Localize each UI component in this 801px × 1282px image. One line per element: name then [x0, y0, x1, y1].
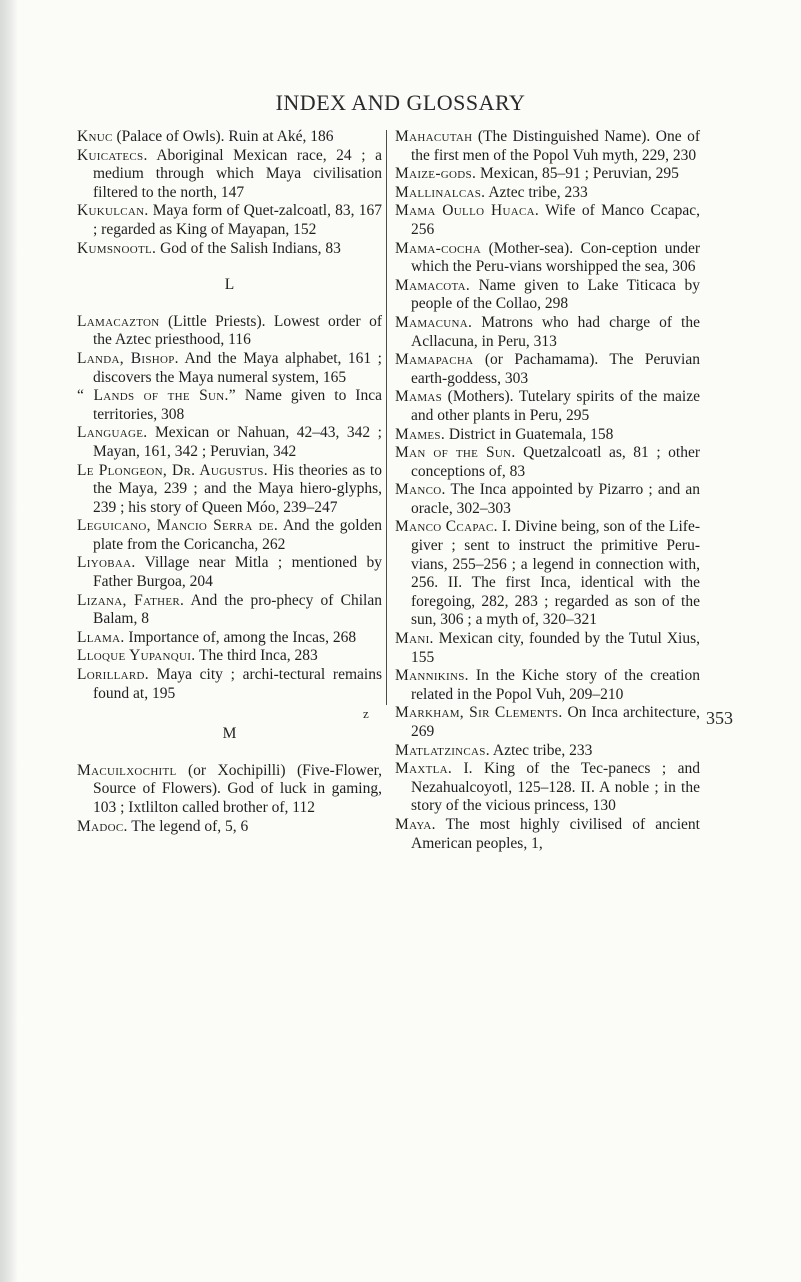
index-entry [395, 667, 700, 704]
entry-head: Mamacota. [395, 276, 471, 294]
entry-text: The legend of, 5, 6 [127, 817, 249, 835]
index-entry [395, 277, 700, 314]
entry-head: Llama. [77, 628, 125, 646]
index-entry [395, 426, 700, 445]
index-entry [77, 647, 382, 666]
index-entry [395, 184, 700, 203]
entry-head: Matlatzincas. [395, 741, 490, 759]
entry-head: Lorillard. [77, 666, 149, 684]
signature-mark: z [363, 706, 369, 721]
index-entry [77, 240, 382, 259]
entry-head: Lizana, Father. [77, 591, 185, 609]
entry-text: (or Xochipilli) (Five-Flower, Source of Flowers). God of luck in gaming, 103 ; Ixtlilton called brother of, 112 [93, 761, 382, 816]
entry-text: Wife of Manco Ccapac, 256 [411, 202, 700, 238]
entry-text: On Inca architecture, 269 [411, 704, 701, 740]
entry-text: In the Kiche story of the creation related in the Popol Vuh, 209–210 [411, 667, 700, 703]
entry-text: Maya city ; archi-tectural remains found at, 195 [93, 666, 382, 702]
entry-head: Mamas [395, 388, 443, 406]
entry-text: (Mothers). Tutelary spirits of the maize and other plants in Peru, 295 [411, 388, 700, 424]
entry-head: Maize-gods. [395, 165, 477, 183]
entry-head: Language. [77, 424, 148, 442]
index-entry [395, 630, 700, 667]
index-entry [77, 424, 382, 461]
index-entry [395, 518, 700, 630]
entry-text: Matrons who had charge of the Acllacuna, in Peru, 313 [411, 313, 700, 350]
entry-text: (The Distinguished Name). One of the first men of the Popol Vuh myth, 229, 230 [411, 128, 700, 164]
entry-text: Mexican or Nahuan, 42–43, 342 ; Mayan, 161, 342 ; Peruvian, 342 [93, 424, 382, 460]
index-entry [77, 629, 382, 648]
entry-text: Name given to Inca territories, 308 [93, 387, 382, 423]
index-entry [395, 816, 700, 853]
entry-head: Lloque Yupanqui. [77, 647, 196, 665]
entry-head: Maxtla. [395, 760, 453, 778]
index-entry [395, 240, 700, 277]
index-entry [395, 481, 700, 518]
entry-head: Manco. [395, 481, 446, 499]
entry-text: Aztec tribe, 233 [485, 183, 588, 201]
entry-head: Mamapacha [395, 351, 474, 369]
index-entry [395, 165, 700, 184]
entry-head: Madoc. [77, 817, 128, 835]
entry-head: Mallinalcas. [395, 183, 486, 201]
index-entry [77, 128, 382, 147]
entry-text: Maya form of Quet-zalcoatl, 83, 167 ; regarded as King of Mayapan, 152 [93, 202, 382, 238]
entry-text: (Mother-sea). Con-ception under which the Peru-vians worshipped the sea, 306 [411, 239, 700, 276]
page-number: 353 [706, 708, 733, 728]
entry-head: Markham, Sir Clements. [395, 704, 563, 722]
entry-head: Mamacuna. [395, 313, 473, 331]
entry-head: Kukulcan. [77, 202, 149, 220]
index-entry [77, 554, 382, 591]
index-entry [395, 202, 700, 239]
index-entry [395, 351, 700, 388]
entry-text: Aboriginal Mexican race, 24 ; a medium through which Maya civilisation filtered to the north, 147 [93, 146, 382, 201]
index-entry [77, 350, 382, 387]
entry-head: Macuilxochitl [77, 761, 177, 779]
index-entry [77, 387, 382, 424]
entry-head: Mama Oullo Huaca. [395, 202, 540, 220]
entry-text: Name given to Lake Titicaca by people of the Collao, 298 [411, 276, 700, 313]
left-column [77, 128, 382, 836]
entry-head: Landa, Bishop. [77, 349, 179, 367]
entry-head: Lamacazton [77, 312, 160, 330]
entry-text: Mexican city, founded by the Tutul Xius, 155 [411, 630, 700, 666]
binding-shadow [0, 0, 18, 1282]
entry-text: I. King of the Tec-panecs ; and Nezahualcoyotl, 125–128. II. A noble ; in the story of the vicious princess, 130 [411, 760, 700, 815]
index-entry [77, 147, 382, 203]
entry-head: Le Plongeon, Dr. Augustus. [77, 461, 268, 479]
entry-text: (or Pachamama). The Peruvian earth-goddess, 303 [411, 351, 700, 387]
index-entry [395, 704, 700, 741]
entry-text: And the golden plate from the Coricancha, 262 [93, 517, 382, 553]
entry-text: (Palace of Owls). Ruin at Aké, 186 [112, 128, 334, 145]
entry-head: Maya. [395, 815, 436, 833]
entry-text: Aztec tribe, 233 [489, 741, 593, 759]
entry-head: Mama-cocha [395, 239, 482, 257]
entry-head: Kuicatecs. [77, 146, 148, 164]
index-entry [77, 462, 382, 518]
entry-text: Quetzalcoatl as, 81 ; other conceptions of, 83 [411, 444, 700, 480]
entry-text: I. Divine being, son of the Life-giver ; sent to instruct the primitive Peru-vians, 255–256 ; a legend in connection with, 256. II. The first Inca, identical with the foregoing, 282, 283 ; regarded as son of the sun, 306 ; a myth of, 320–321 [411, 518, 700, 629]
entry-head: Mani. [395, 630, 434, 648]
index-entry [395, 128, 700, 165]
entry-head: Mahacutah [395, 128, 473, 145]
entry-text: The third Inca, 283 [195, 647, 318, 665]
section-letter-l: L [224, 276, 235, 294]
entry-text: The most highly civilised of ancient American peoples, 1, [411, 815, 700, 852]
entry-head: Manco Ccapac. [395, 518, 498, 536]
index-entry [395, 314, 700, 351]
entry-head: Man of the Sun. [395, 444, 516, 462]
entry-text: (Little Priests). Lowest order of the Aztec priesthood, 116 [93, 312, 382, 349]
index-entry [395, 742, 700, 761]
entry-text: Village near Mitla ; mentioned by Father Burgoa, 204 [93, 554, 382, 591]
index-entry [77, 592, 382, 629]
index-entry [77, 202, 382, 239]
index-entry [395, 388, 700, 425]
index-entry [77, 313, 382, 350]
entry-head: Leguicano, Mancio Serra de. [77, 517, 279, 535]
entry-head: Knuc [77, 128, 113, 145]
index-entry [77, 762, 382, 818]
entry-text: The Inca appointed by Pizarro ; and an oracle, 302–303 [411, 481, 700, 517]
entry-text: District in Guatemala, 158 [445, 425, 614, 443]
entry-text: God of the Salish Indians, 83 [156, 239, 341, 257]
entry-text: And the Maya alphabet, 161 ; discovers the Maya numeral system, 165 [93, 349, 382, 386]
index-entry [77, 666, 382, 703]
index-entry [77, 818, 382, 837]
index-entry [77, 517, 382, 554]
entry-text: Importance of, among the Incas, 268 [124, 628, 357, 646]
entry-text: His theories as to the Maya, 239 ; and the Maya hiero-glyphs, 239 ; his story of Queen Móo, 239–247 [93, 461, 382, 516]
column-divider [386, 130, 387, 705]
entry-head: Kumsnootl. [77, 239, 157, 257]
entry-head: Mannikins. [395, 667, 469, 685]
section-letter-m: M [222, 725, 237, 743]
index-entry [395, 760, 700, 816]
entry-head: Mames. [395, 425, 446, 443]
page-title: INDEX AND GLOSSARY [275, 90, 526, 115]
entry-head: “ Lands of the Sun.” [77, 387, 236, 405]
index-entry [395, 444, 700, 481]
entry-text: Mexican, 85–91 ; Peruvian, 295 [476, 165, 679, 183]
entry-text: And the pro-phecy of Chilan Balam, 8 [93, 591, 382, 628]
entry-head: Liyobaa. [77, 554, 136, 572]
right-column [395, 128, 700, 853]
